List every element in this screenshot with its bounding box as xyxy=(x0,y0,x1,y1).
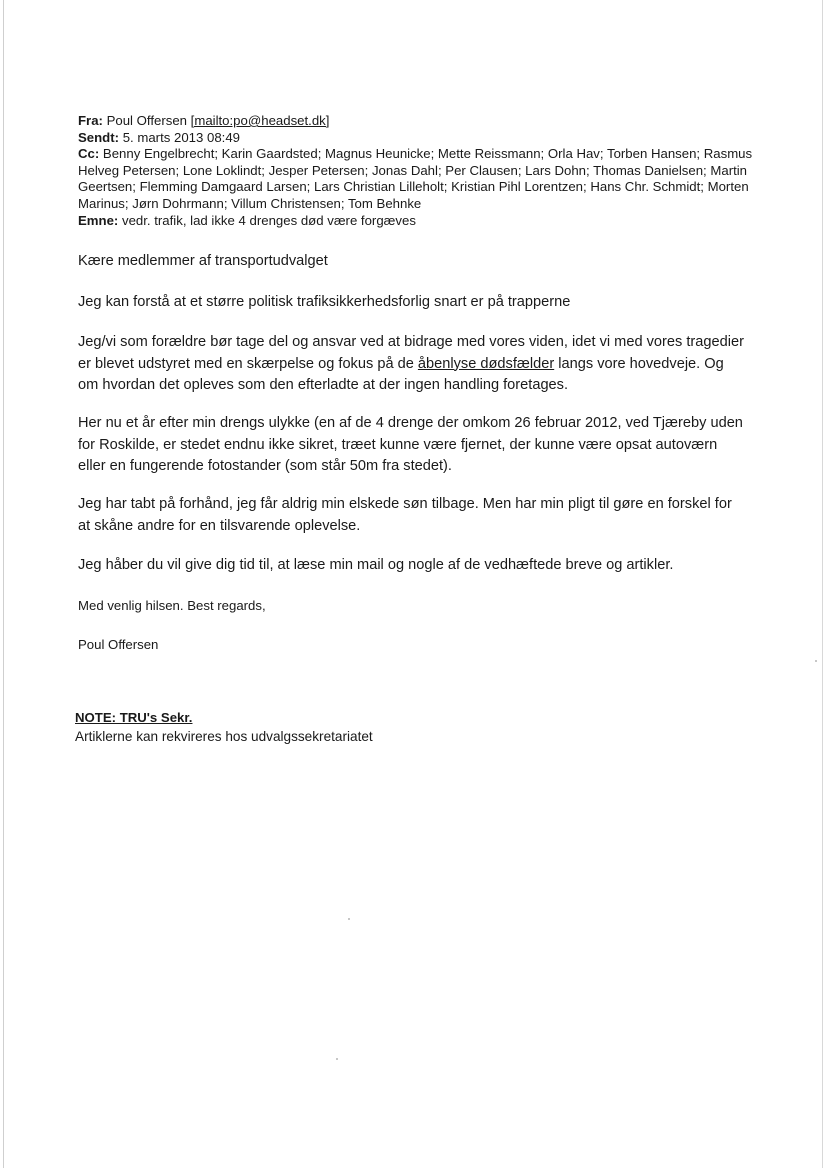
paragraph-2-text-start: Jeg/vi som forældre bør tage del og ansvar ved at bidrage med vores viden, idet vi med vores tragedier er blevet udstyret med en skærpelse og fokus på de xyxy=(78,334,744,372)
paragraph-2-text-end: langs vore hovedveje. Og om hvordan det opleves som den efterladte at der ingen handling foretages. xyxy=(78,355,724,393)
scan-speck xyxy=(348,918,350,920)
cc-label: Cc: xyxy=(78,146,100,162)
note-text: Artiklerne kan rekvireres hos udvalgssekretariatet xyxy=(75,729,373,744)
subject-value: vedr. trafik, lad ikke 4 drenges død være forgæves xyxy=(121,212,416,228)
from-label: Fra: xyxy=(78,113,103,128)
sent-value: 5. marts 2013 08:49 xyxy=(122,129,240,145)
cc-value: Benny Engelbrecht; Karin Gaardsted; Magnus Heunicke; Mette Reissmann; Orla Hav; Torben Hansen; Rasmus Helveg Petersen; Lone Loklindt; Jesper Petersen; Jonas Dahl; Per Clausen; Lars Dohn; Thomas Danielsen; Martin Geertsen; Flemming Damgaard Larsen; Lars Christian Lilleholt; Kristian Pihl Lorentzen; Hans Chr. Schmidt; Morten Marinus; Jørn Dohrmann; Villum Christensen; Tom Behnke xyxy=(78,146,753,211)
sent-label: Sendt: xyxy=(78,129,120,145)
from-line xyxy=(78,113,768,130)
paragraph-2 xyxy=(78,332,748,397)
paragraph-2-underlined: åbenlyse dødsfælder xyxy=(417,355,555,372)
page-left-edge xyxy=(3,0,4,1168)
from-name: Poul Offersen xyxy=(106,113,187,128)
note-heading: NOTE: TRU's Sekr. xyxy=(75,710,193,725)
subject-line xyxy=(78,213,768,230)
closing: Med venlig hilsen. Best regards, xyxy=(78,598,266,613)
cc-line xyxy=(78,146,768,212)
paragraph-1: Jeg kan forstå at et større politisk trafiksikkerhedsforlig snart er på trapperne xyxy=(78,294,571,310)
signature: Poul Offersen xyxy=(78,637,159,652)
subject-label: Emne: xyxy=(78,212,119,228)
paragraph-4: Jeg har tabt på forhånd, jeg får aldrig min elskede søn tilbage. Men har min pligt til gøre en forskel for at skåne andre for en tilsvarende oplevelse. xyxy=(78,496,732,534)
paragraph-3: Her nu et år efter min drengs ulykke (en af de 4 drenge der omkom 26 februar 2012, ved Tjæreby uden for Roskilde, er stedet endnu ikke sikret, træet kunne være fjernet, der kunne være opsat autoværn eller en fungerende fotostander (som står 50m fra stedet). xyxy=(78,415,743,474)
from-email-link[interactable]: [mailto:po@headset.dk] xyxy=(190,113,330,128)
scan-speck xyxy=(336,1058,338,1060)
page-right-edge xyxy=(822,0,823,1168)
email-header xyxy=(78,113,768,229)
greeting: Kære medlemmer af transportudvalget xyxy=(78,253,328,269)
paragraph-5: Jeg håber du vil give dig tid til, at læse min mail og nogle af de vedhæftede breve og artikler. xyxy=(78,557,674,573)
sent-line xyxy=(78,130,768,147)
scan-speck xyxy=(815,660,817,662)
